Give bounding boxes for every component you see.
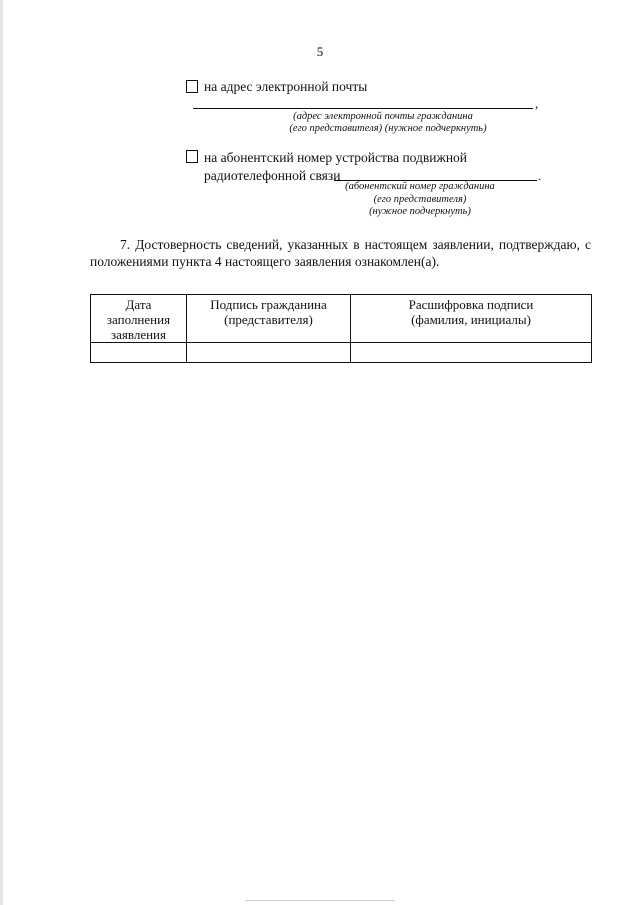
header-decoding	[351, 295, 592, 343]
phone-hint-line2: (его представителя)	[373, 194, 467, 205]
header-date	[91, 295, 187, 343]
signature-table	[90, 294, 592, 363]
header-date-line3: заявления	[110, 327, 166, 342]
section-7-line2: положениями пункта 4 настоящего заявления ознакомлен(а).	[90, 254, 440, 269]
email-option-checkbox[interactable]	[186, 80, 198, 93]
section-7-line1: 7. Достоверность сведений, указанных в настоящем заявлении, подтверждаю, с	[120, 237, 591, 252]
phone-option-label: на абонентский номер устройства подвижной	[204, 150, 468, 165]
signature-cell[interactable]	[187, 343, 351, 363]
phone-field-period: .	[538, 168, 542, 183]
header-decoding-line1: Расшифровка подписи	[408, 297, 534, 312]
email-hint-line1: (адрес электронной почты гражданина	[293, 111, 473, 122]
page-edge	[0, 0, 3, 905]
header-signature	[187, 295, 351, 343]
date-cell[interactable]	[91, 343, 187, 363]
header-date-line2: заполнения	[106, 312, 171, 327]
phone-hint-line1: (абонентский номер гражданина	[345, 181, 495, 192]
phone-option-label-continued: радиотелефонной связи	[204, 168, 341, 183]
scan-artifact-line	[245, 900, 395, 901]
section-7-confirmation	[90, 236, 591, 270]
header-signature-line1: Подпись гражданина	[210, 297, 327, 312]
phone-hint-line3: (нужное подчеркнуть)	[369, 206, 471, 217]
header-decoding-line2: (фамилия, инициалы)	[411, 312, 531, 327]
email-hint-line2: (его представителя) (нужное подчеркнуть)	[289, 123, 487, 134]
page-number: 5	[316, 44, 324, 59]
header-date-line1: Дата	[125, 297, 152, 312]
phone-option-checkbox[interactable]	[186, 150, 198, 163]
decoding-cell[interactable]	[351, 343, 592, 363]
header-signature-line2: (представителя)	[224, 312, 313, 327]
email-option-label: на адрес электронной почты	[204, 79, 368, 94]
signature-table-header	[91, 295, 592, 343]
email-address-field[interactable]	[193, 108, 533, 109]
email-field-comma: ,	[535, 96, 539, 111]
table-row	[91, 343, 592, 363]
